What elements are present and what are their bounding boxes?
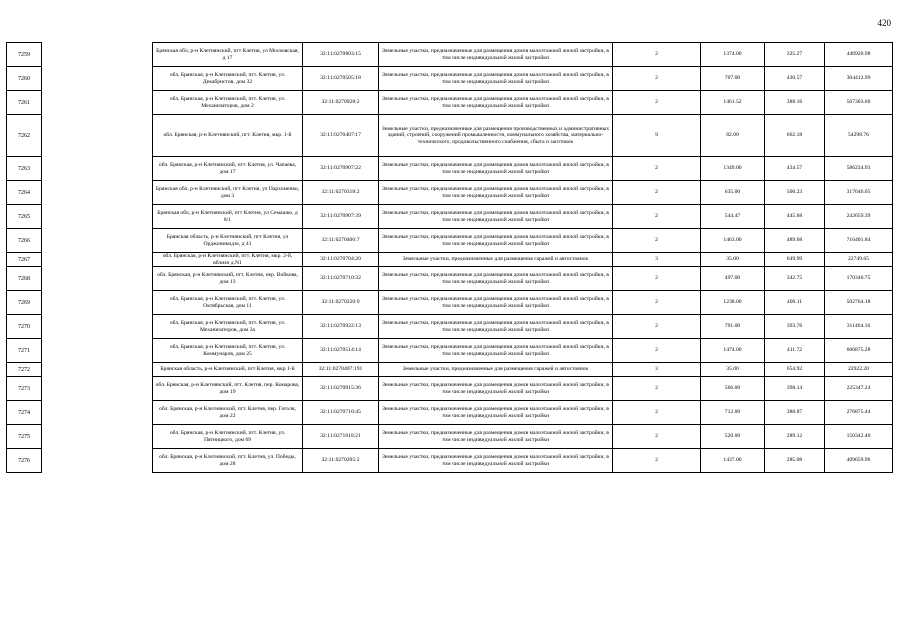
table-row [153, 377, 893, 401]
cadastral-value-cell: 446920.98 [825, 43, 893, 67]
row-number-cell: 7272 [7, 363, 41, 377]
specific-value-cell: 500.23 [765, 181, 825, 205]
area-cell: 1474.00 [701, 339, 765, 363]
address-cell: Брянская область, р-н Клетнянский, пгт Клетня, мкр 1-й [153, 363, 303, 377]
row-number-cell: 7264 [7, 181, 41, 205]
table-row [153, 157, 893, 181]
permitted-use-cell: Земельные участки, предназначенные для размещения домов малоэтажной жилой застройки, в том числе индивидуальной жилой застройки [379, 401, 613, 425]
cadastral-value-cell: 276875.44 [825, 401, 893, 425]
specific-value-cell: 388.87 [765, 401, 825, 425]
table-row [153, 291, 893, 315]
area-cell: 635.00 [701, 181, 765, 205]
cadastral-value-cell: 606875.28 [825, 339, 893, 363]
cadastral-number-cell: 32:11:0270907:39 [303, 205, 379, 229]
cadastral-number-cell: 32:11:0270704:20 [303, 253, 379, 267]
table-row [153, 43, 893, 67]
category-cell: 9 [613, 115, 701, 157]
cadastral-number-cell: 32:11:0270710:32 [303, 267, 379, 291]
address-cell: обл. Брянская, р-н Клетнянский, пгт. Клетня, ул. Победы, дом 28 [153, 449, 303, 473]
permitted-use-cell: Земельные участки, предназначенные для размещения домов малоэтажной жилой застройки, в том числе индивидуальной жилой застройки [379, 181, 613, 205]
cadastral-number-cell: 32:11:0270928:2 [303, 91, 379, 115]
cadastral-value-cell: 150342.40 [825, 425, 893, 449]
table-row [153, 449, 893, 473]
area-cell: 520.00 [701, 425, 765, 449]
row-number-cell: 7267 [7, 253, 41, 267]
category-cell: 2 [613, 229, 701, 253]
table-row [153, 115, 893, 157]
specific-value-cell: 342.75 [765, 267, 825, 291]
specific-value-cell: 411.72 [765, 339, 825, 363]
address-cell: Брянская область, р-н Клетнянский, пгт Клетня, ул Орджоникидзе, д 41 [153, 229, 303, 253]
row-number-cell: 7270 [7, 315, 41, 339]
area-cell: 544.47 [701, 205, 765, 229]
cadastral-value-cell: 317646.05 [825, 181, 893, 205]
address-cell: обл. Брянская, р-н Клетнянский, пгт. Клетня, ул. Механизаторов, дом 3а [153, 315, 303, 339]
permitted-use-cell: Земельные участки, предназначенные для размещения домов малоэтажной жилой застройки, в том числе индивидуальной жилой застройки [379, 267, 613, 291]
cadastral-number-cell: 32:11:0270514:14 [303, 339, 379, 363]
cadastral-value-cell: 242659.39 [825, 205, 893, 229]
permitted-use-cell: Земельные участки, предназначенные для размещения домов малоэтажной жилой застройки, в том числе индивидуальной жилой застройки [379, 67, 613, 91]
area-cell: 1374.00 [701, 43, 765, 67]
table-row [153, 267, 893, 291]
address-cell: обл. Брянская, р-н Клетнянский, пгт. Клетня, пер. Комарова, дом 19 [153, 377, 303, 401]
row-number-cell: 7275 [7, 425, 41, 449]
cadastral-number-cell: 32:11:0270318:2 [303, 181, 379, 205]
cadastral-number-cell: 32:11:0270907:22 [303, 157, 379, 181]
cadastral-value-cell: 22749.65 [825, 253, 893, 267]
specific-value-cell: 430.57 [765, 67, 825, 91]
category-cell: 2 [613, 401, 701, 425]
permitted-use-cell: Земельные участки, предназначенные для размещения гаражей и автостоянок [379, 363, 613, 377]
specific-value-cell: 445.68 [765, 205, 825, 229]
area-cell: 35.00 [701, 253, 765, 267]
area-cell: 1238.00 [701, 291, 765, 315]
cadastral-value-cell: 586234.93 [825, 157, 893, 181]
cadastral-value-cell: 22922.20 [825, 363, 893, 377]
category-cell: 3 [613, 253, 701, 267]
specific-value-cell: 489.68 [765, 229, 825, 253]
specific-value-cell: 393.76 [765, 315, 825, 339]
address-cell: обл. Брянская, р-н Клетнянский, пгт. Клетня, пер. Гоголя, дом 22 [153, 401, 303, 425]
permitted-use-cell: Земельные участки, предназначенные для размещения домов малоэтажной жилой застройки, в том числе индивидуальной жилой застройки [379, 449, 613, 473]
permitted-use-cell: Земельные участки, предназначенные для размещения домов малоэтажной жилой застройки, в том числе индивидуальной жилой застройки [379, 91, 613, 115]
cadastral-number-cell: 32:11:0270922:13 [303, 315, 379, 339]
address-cell: обл. Брянская, р-н Клетнянский, пгт. Клетня, мкр. 1-й [153, 115, 303, 157]
category-cell: 2 [613, 425, 701, 449]
category-cell: 2 [613, 43, 701, 67]
address-cell: обл. Брянская, р-н Клетнянский, пгт. Клетня, ул. Чапаева, дом 17 [153, 157, 303, 181]
row-number-cell: 7266 [7, 229, 41, 253]
row-number-cell: 7263 [7, 157, 41, 181]
cadastral-number-cell: 32:11:0270803:15 [303, 43, 379, 67]
specific-value-cell: 406.11 [765, 291, 825, 315]
category-cell: 2 [613, 291, 701, 315]
specific-value-cell: 654.92 [765, 363, 825, 377]
table-row [153, 253, 893, 267]
address-cell: обл. Брянская, р-н Клетнянский, пгт. Клетня, ул. Пятницкого, дом 69 [153, 425, 303, 449]
table-row [153, 181, 893, 205]
area-cell: 497.00 [701, 267, 765, 291]
area-cell: 707.00 [701, 67, 765, 91]
address-cell: обл. Брянская, р-н Клетнянский, пгт. Клетня, ул. Декабристов, дом 32 [153, 67, 303, 91]
permitted-use-cell: Земельные участки, предназначенные для размещения домов малоэтажной жилой застройки, в том числе индивидуальной жилой застройки [379, 205, 613, 229]
row-number-cell: 7271 [7, 339, 41, 363]
table-row [153, 315, 893, 339]
area-cell: 712.00 [701, 401, 765, 425]
cadastral-value-cell: 567303.60 [825, 91, 893, 115]
permitted-use-cell: Земельные участки, предназначенные для размещения домов малоэтажной жилой застройки, в том числе индивидуальной жилой застройки [379, 43, 613, 67]
cadastral-number-cell: 32:11:0270205:2 [303, 449, 379, 473]
row-number-cell: 7262 [7, 115, 41, 157]
category-cell: 2 [613, 205, 701, 229]
row-number-cell: 7269 [7, 291, 41, 315]
cadastral-value-cell: 311464.16 [825, 315, 893, 339]
area-cell: 1461.52 [701, 91, 765, 115]
row-number-cell: 7276 [7, 449, 41, 473]
area-cell: 1437.00 [701, 449, 765, 473]
category-cell: 2 [613, 339, 701, 363]
cadastral-number-cell: 32:11:0270220:9 [303, 291, 379, 315]
land-plots-table [152, 42, 893, 473]
cadastral-value-cell: 716401.84 [825, 229, 893, 253]
cadastral-number-cell: 32:11:0270915:36 [303, 377, 379, 401]
area-cell: 1349.00 [701, 157, 765, 181]
permitted-use-cell: Земельные участки, предназначенные для размещения домов малоэтажной жилой застройки, в том числе индивидуальной жилой застройки [379, 425, 613, 449]
address-cell: обл. Брянская, р-н Клетнянский, пгт. Клетня, ул. Октябрьская, дом 11 [153, 291, 303, 315]
row-number-cell: 7259 [7, 43, 41, 67]
table-row [153, 425, 893, 449]
specific-value-cell: 662.18 [765, 115, 825, 157]
cadastral-number-cell: 32:11:0270407:191 [303, 363, 379, 377]
row-number-cell: 7274 [7, 401, 41, 425]
specific-value-cell: 434.57 [765, 157, 825, 181]
specific-value-cell: 325.27 [765, 43, 825, 67]
row-number-cell: 7261 [7, 91, 41, 115]
address-cell: обл. Брянская, р-н Клетнянский, пгт. Клетня, ул. Коммунаров, дом 25 [153, 339, 303, 363]
category-cell: 2 [613, 181, 701, 205]
category-cell: 3 [613, 363, 701, 377]
cadastral-number-cell: 32:11:0270505:18 [303, 67, 379, 91]
row-number-column [6, 42, 42, 473]
row-number-cell: 7268 [7, 267, 41, 291]
table-row [153, 363, 893, 377]
permitted-use-cell: Земельные участки, предназначенные для размещения домов малоэтажной жилой застройки, в том числе индивидуальной жилой застройки [379, 339, 613, 363]
table-row [153, 67, 893, 91]
permitted-use-cell: Земельные участки, предназначенные для размещения гаражей и автостоянок [379, 253, 613, 267]
permitted-use-cell: Земельные участки, предназначенные для размещения домов малоэтажной жилой застройки, в том числе индивидуальной жилой застройки [379, 377, 613, 401]
category-cell: 2 [613, 267, 701, 291]
address-cell: Брянская обл, р-н Клетнянский, пгт Клетня, ул Московская, д 17 [153, 43, 303, 67]
category-cell: 2 [613, 67, 701, 91]
specific-value-cell: 285.08 [765, 449, 825, 473]
cadastral-number-cell: 32:11:0270710:45 [303, 401, 379, 425]
cadastral-value-cell: 170346.75 [825, 267, 893, 291]
table-row [153, 229, 893, 253]
permitted-use-cell: Земельные участки, предназначенные для размещения домов малоэтажной жилой застройки, в том числе индивидуальной жилой застройки [379, 157, 613, 181]
table-row [153, 339, 893, 363]
table-row [153, 91, 893, 115]
area-cell: 791.00 [701, 315, 765, 339]
specific-value-cell: 388.16 [765, 91, 825, 115]
address-cell: обл. Брянская, р-н Клетнянский, пгт. Клетня, пер. Войкова, дом 13 [153, 267, 303, 291]
area-cell: 35.00 [701, 363, 765, 377]
area-cell: 1463.00 [701, 229, 765, 253]
permitted-use-cell: Земельные участки, предназначенные для размещения производственных и административных зданий, строений, сооружений промышленности, коммунального хозяйства, материально-технического, продовольственного снабжения, сбыта и заготовок [379, 115, 613, 157]
specific-value-cell: 289.12 [765, 425, 825, 449]
area-cell: 566.00 [701, 377, 765, 401]
specific-value-cell: 398.14 [765, 377, 825, 401]
cadastral-number-cell: 32:11:0270407:17 [303, 115, 379, 157]
cadastral-value-cell: 409659.96 [825, 449, 893, 473]
cadastral-value-cell: 304412.99 [825, 67, 893, 91]
row-number-cell: 7260 [7, 67, 41, 91]
address-cell: Брянская обл, р-н Клетнянский, пгт Клетня, ул Пархоменко, дом 3 [153, 181, 303, 205]
cadastral-number-cell: 32:11:0270406:7 [303, 229, 379, 253]
category-cell: 2 [613, 91, 701, 115]
table-row [153, 205, 893, 229]
permitted-use-cell: Земельные участки, предназначенные для размещения домов малоэтажной жилой застройки, в том числе индивидуальной жилой застройки [379, 291, 613, 315]
category-cell: 2 [613, 315, 701, 339]
table-row [153, 401, 893, 425]
category-cell: 2 [613, 449, 701, 473]
row-number-cell: 7265 [7, 205, 41, 229]
page-number: 420 [877, 18, 891, 28]
category-cell: 2 [613, 157, 701, 181]
address-cell: Брянская обл, р-н Клетнянский, пгт Клетня, ул Семашко, д 8/1 [153, 205, 303, 229]
area-cell: 82.00 [701, 115, 765, 157]
address-cell: обл. Брянская, р-н Клетнянский, пгт. Клетня, мкр. 2-й, вблизи д.N1 [153, 253, 303, 267]
cadastral-value-cell: 502764.18 [825, 291, 893, 315]
permitted-use-cell: Земельные участки, предназначенные для размещения домов малоэтажной жилой застройки, в том числе индивидуальной жилой застройки [379, 315, 613, 339]
cadastral-value-cell: 225347.24 [825, 377, 893, 401]
specific-value-cell: 649.99 [765, 253, 825, 267]
address-cell: обл. Брянская, р-н Клетнянский, пгт. Клетня, ул. Механизаторов, дом 2 [153, 91, 303, 115]
cadastral-number-cell: 32:11:0271018:21 [303, 425, 379, 449]
row-number-cell: 7273 [7, 377, 41, 401]
permitted-use-cell: Земельные участки, предназначенные для размещения домов малоэтажной жилой застройки, в том числе индивидуальной жилой застройки [379, 229, 613, 253]
cadastral-value-cell: 54298.76 [825, 115, 893, 157]
category-cell: 2 [613, 377, 701, 401]
